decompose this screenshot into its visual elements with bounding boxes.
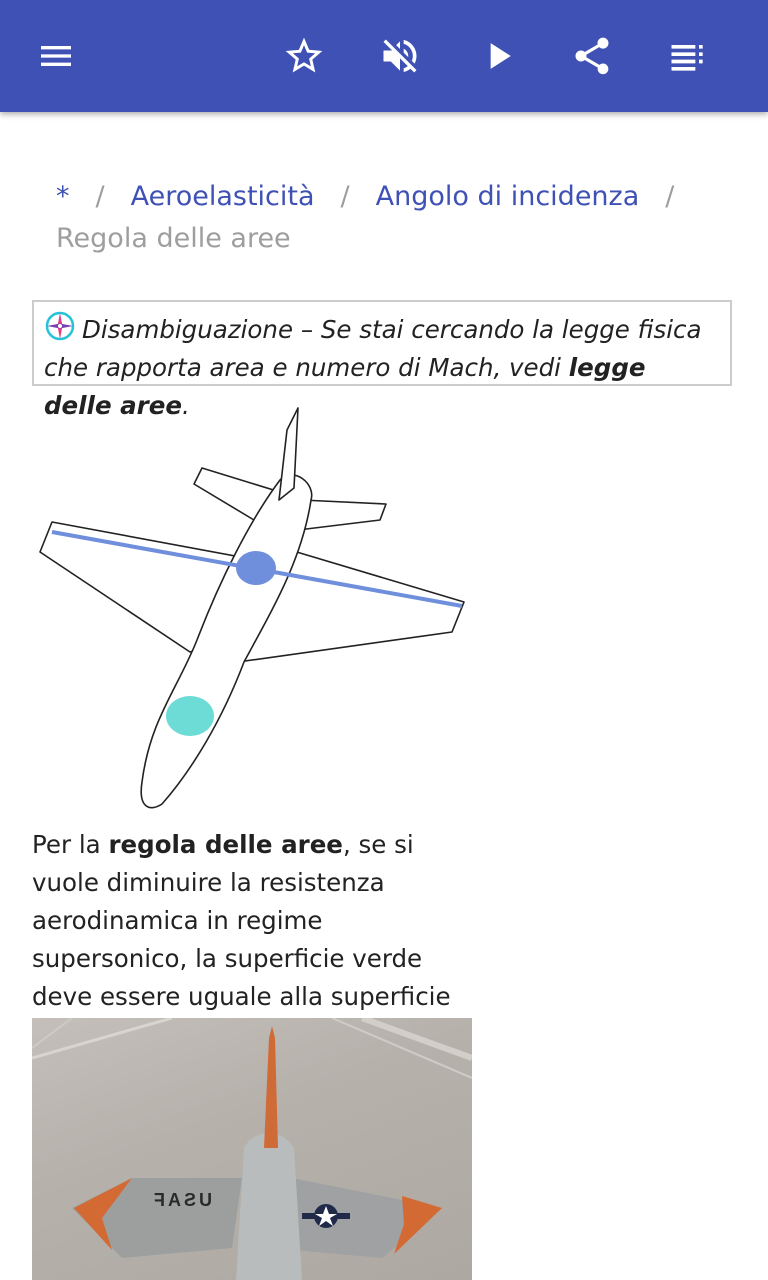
disambiguation-link[interactable]: legge delle aree [44, 353, 646, 420]
caption-bold-term: regola delle aree [108, 830, 343, 859]
disambiguation-suffix: . [181, 391, 190, 420]
star-outline-icon[interactable] [272, 24, 336, 88]
photo-fuselage [236, 1133, 302, 1280]
breadcrumb-root-link[interactable]: * [56, 181, 70, 212]
caption-prefix: Per la [32, 830, 109, 859]
disambiguation-text: Disambiguazione – Se stai cercando la legge fisica che rapporta area e numero di Mach, vedi [44, 315, 702, 382]
tail-right [298, 500, 386, 530]
menu-icon[interactable] [24, 24, 88, 88]
list-icon[interactable] [656, 24, 720, 88]
aircraft-photo [32, 1018, 472, 1280]
caption-suffix: , se si vuole diminuire la resistenza aerodinamica in regime supersonico, la superficie verde deve essere uguale alla superficie [32, 830, 451, 1011]
blue-area [236, 551, 276, 585]
breadcrumb-item-aeroelasticita[interactable]: Aeroelasticità [130, 181, 315, 212]
breadcrumb-separator: / [665, 181, 675, 212]
compass-icon [44, 310, 76, 342]
breadcrumb-item-angolo-di-incidenza[interactable]: Angolo di incidenza [375, 181, 640, 212]
green-area [166, 696, 214, 736]
disambiguation-box [32, 300, 732, 420]
area-rule-diagram [32, 400, 472, 820]
app-bar [0, 0, 768, 112]
volume-off-icon[interactable] [368, 24, 432, 88]
breadcrumb-separator: / [95, 181, 105, 212]
photo-usaf-text: USAF [151, 1190, 212, 1210]
breadcrumb [56, 176, 736, 260]
breadcrumb-separator: / [340, 181, 350, 212]
photo-fin [264, 1026, 278, 1148]
share-icon[interactable] [560, 24, 624, 88]
play-icon[interactable] [466, 24, 530, 88]
breadcrumb-current: Regola delle aree [56, 223, 291, 254]
